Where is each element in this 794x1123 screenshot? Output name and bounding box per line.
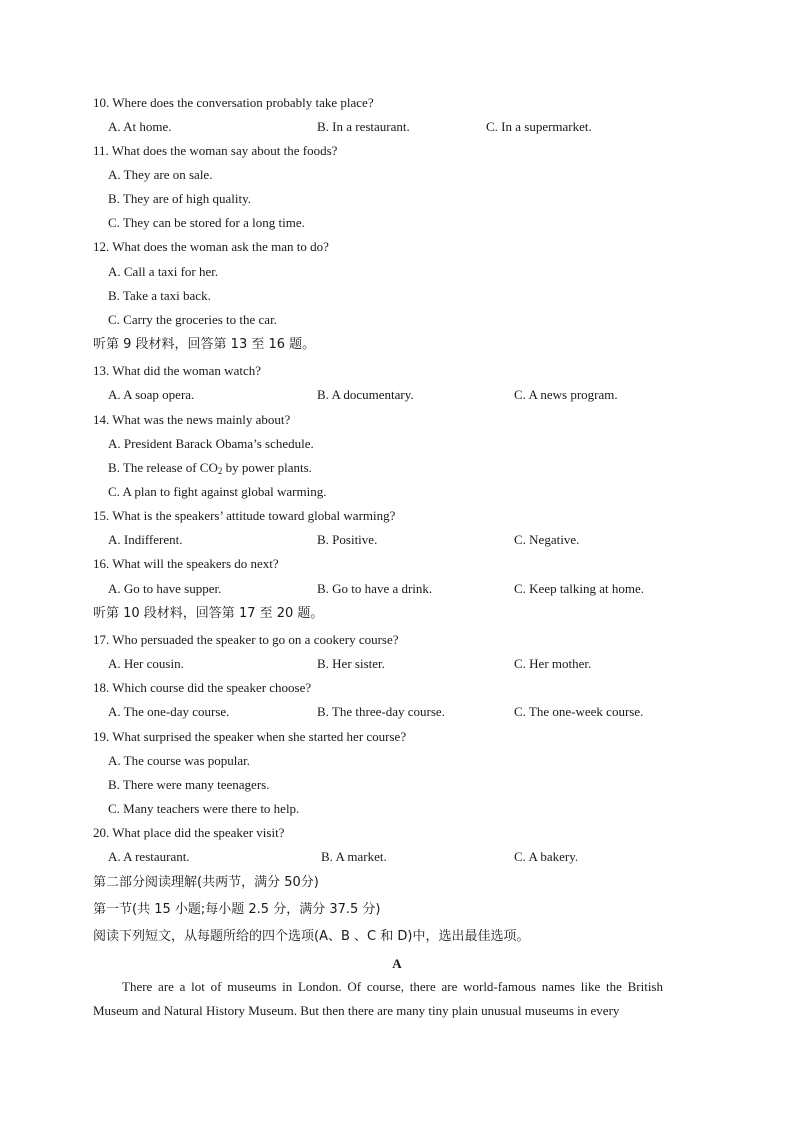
- q17-option-a: A. Her cousin.: [108, 656, 184, 671]
- q12-option-c: C. Carry the groceries to the car.: [108, 312, 277, 327]
- q15-option-b: B. Positive.: [317, 532, 378, 547]
- q18-option-a: A. The one-day course.: [108, 704, 230, 719]
- q14-option-b-subscript: 2: [217, 466, 223, 476]
- question-16: 16. What will the speakers do next?: [93, 556, 279, 571]
- q20-option-b: B. A market.: [321, 849, 387, 864]
- q14-option-b-text-end: by power plants.: [222, 460, 312, 475]
- q13-option-a: A. A soap opera.: [108, 387, 195, 402]
- q14-option-a: A. President Barack Obama’s schedule.: [108, 436, 314, 451]
- question-20: 20. What place did the speaker visit?: [93, 825, 285, 840]
- section-10-heading: 听第 10 段材料，回答第 17 至 20 题。: [93, 606, 324, 621]
- q11-option-a: A. They are on sale.: [108, 167, 213, 182]
- part-2-heading: 第二部分阅读理解(共两节，满分 50分): [93, 875, 319, 890]
- question-11: 11. What does the woman say about the foods?: [93, 143, 338, 158]
- question-15: 15. What is the speakers’ attitude toward global warming?: [93, 508, 396, 523]
- q13-option-c: C. A news program.: [514, 387, 618, 402]
- section-9-heading: 听第 9 段材料，回答第 13 至 16 题。: [93, 337, 316, 352]
- question-12: 12. What does the woman ask the man to do?: [93, 239, 329, 254]
- q10-option-a: A. At home.: [108, 119, 172, 134]
- passage-text: There are a lot of museums in London. Of course, there are world-famous names like the British Museum and Natural History Museum. But then there are many tiny plain unusual museums in every: [93, 979, 663, 1018]
- q20-option-a: A. A restaurant.: [108, 849, 190, 864]
- q10-option-c: C. In a supermarket.: [486, 119, 592, 134]
- q14-option-b-text: B. The release of CO: [108, 460, 218, 475]
- q19-option-b: B. There were many teenagers.: [108, 777, 270, 792]
- q16-option-a: A. Go to have supper.: [108, 581, 222, 596]
- section-1-heading: 第一节(共 15 小题;每小题 2.5 分，满分 37.5 分): [93, 902, 381, 917]
- question-18: 18. Which course did the speaker choose?: [93, 680, 312, 695]
- q15-option-c: C. Negative.: [514, 532, 580, 547]
- question-14: 14. What was the news mainly about?: [93, 412, 291, 427]
- q12-option-a: A. Call a taxi for her.: [108, 264, 219, 279]
- question-17: 17. Who persuaded the speaker to go on a cookery course?: [93, 632, 399, 647]
- q11-option-b: B. They are of high quality.: [108, 191, 251, 206]
- q10-option-b: B. In a restaurant.: [317, 119, 410, 134]
- q14-option-b: [108, 460, 312, 476]
- passage-label: A: [392, 956, 402, 971]
- reading-instruction: 阅读下列短文，从每题所给的四个选项(A、B 、C 和 D)中，选出最佳选项。: [93, 929, 530, 944]
- q19-option-a: A. The course was popular.: [108, 753, 251, 768]
- q19-option-c: C. Many teachers were there to help.: [108, 801, 300, 816]
- q17-option-c: C. Her mother.: [514, 656, 592, 671]
- q16-option-b: B. Go to have a drink.: [317, 581, 433, 596]
- question-10: 10. Where does the conversation probably take place?: [93, 95, 374, 110]
- q12-option-b: B. Take a taxi back.: [108, 288, 211, 303]
- q18-option-b: B. The three-day course.: [317, 704, 445, 719]
- q17-option-b: B. Her sister.: [317, 656, 385, 671]
- question-13: 13. What did the woman watch?: [93, 363, 261, 378]
- q13-option-b: B. A documentary.: [317, 387, 414, 402]
- q16-option-c: C. Keep talking at home.: [514, 581, 644, 596]
- q14-option-c: C. A plan to fight against global warming.: [108, 484, 327, 499]
- q18-option-c: C. The one-week course.: [514, 704, 644, 719]
- q20-option-c: C. A bakery.: [514, 849, 579, 864]
- q11-option-c: C. They can be stored for a long time.: [108, 215, 305, 230]
- question-19: 19. What surprised the speaker when she started her course?: [93, 729, 407, 744]
- q15-option-a: A. Indifferent.: [108, 532, 183, 547]
